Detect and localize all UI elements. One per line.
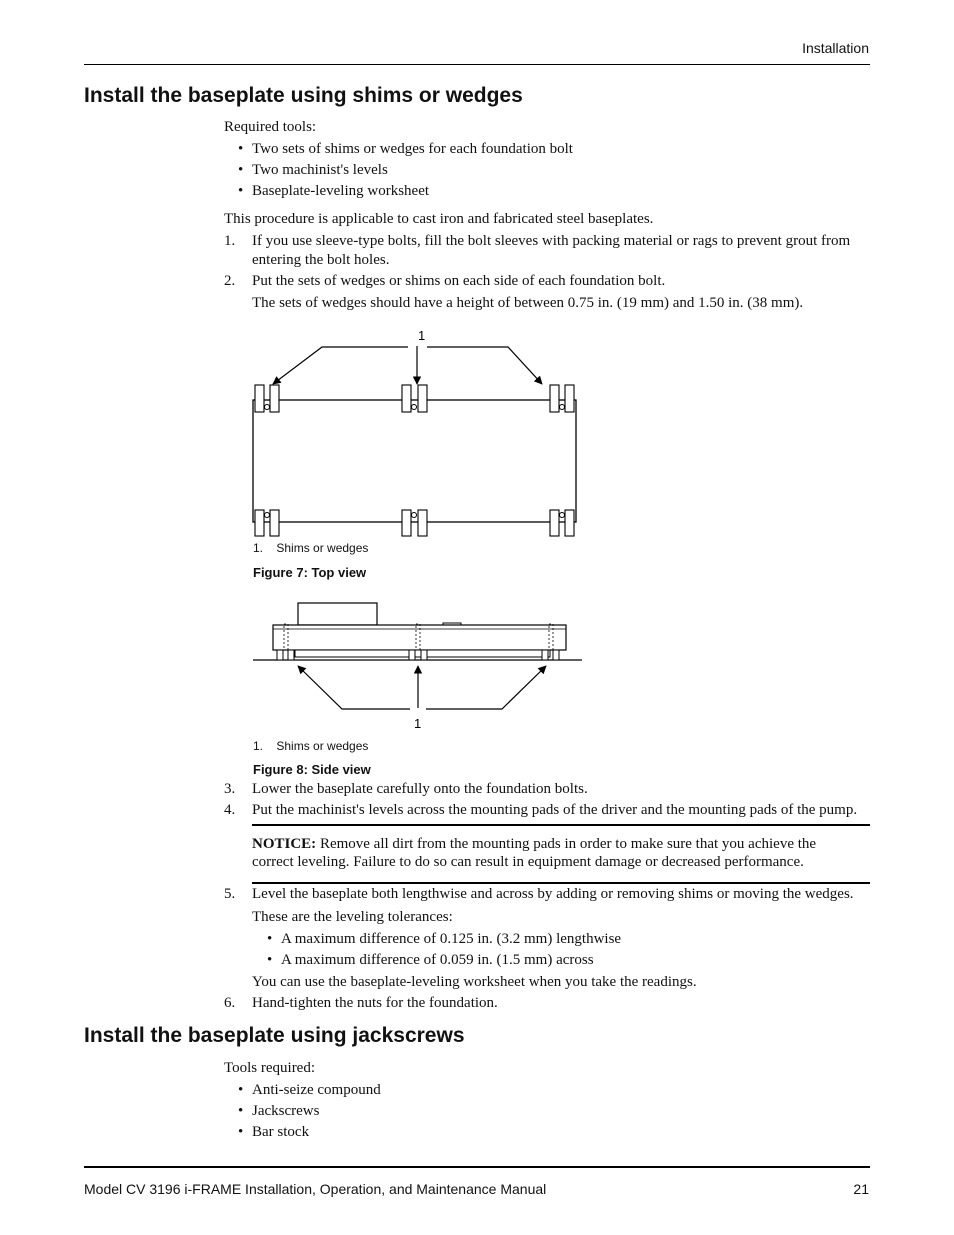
- step-4: 4. Put the machinist's levels across the mounting pads of the driver and the mounting pads of the pump.: [224, 802, 858, 818]
- callout-arrow-left: [298, 666, 410, 709]
- required-tools-label: Required tools:: [224, 119, 317, 135]
- intro-paragraph: This procedure is applicable to cast iron and fabricated steel baseplates.: [224, 211, 654, 227]
- tolerance-item: • A maximum difference of 0.059 in. (1.5 mm) across: [267, 952, 594, 968]
- tolerance-item: • A maximum difference of 0.125 in. (3.2 mm) lengthwise: [267, 931, 622, 947]
- header-rule: [84, 64, 870, 65]
- step-2: 2. Put the sets of wedges or shims on each side of each foundation bolt.: [224, 273, 666, 289]
- figure-8-legend: 1. Shims or wedges: [253, 739, 369, 753]
- step-1-continued: entering the bolt holes.: [252, 252, 390, 268]
- footer-manual-title: Model CV 3196 i-FRAME Installation, Operation, and Maintenance Manual: [84, 1181, 547, 1197]
- tool-item: • Bar stock: [238, 1124, 310, 1140]
- step-5: 5. Level the baseplate both lengthwise and across by adding or removing shims or moving the wedges.: [224, 886, 854, 902]
- tools-required-label: Tools required:: [224, 1060, 316, 1076]
- bullet-dot: •: [267, 952, 273, 968]
- step-2-detail: The sets of wedges should have a height of between 0.75 in. (19 mm) and 1.50 in. (38 mm).: [252, 295, 804, 311]
- figure-8-callout: 1: [414, 716, 422, 731]
- notice-label: NOTICE:: [252, 836, 317, 852]
- notice-line-2: correct leveling. Failure to do so can result in equipment damage or decreased performance.: [252, 854, 804, 870]
- tool-item: • Anti-seize compound: [238, 1082, 381, 1098]
- figure-7-callout: 1: [418, 328, 426, 343]
- bullet-dot: •: [267, 931, 273, 947]
- notice-bottom-rule: [252, 882, 870, 884]
- bullet-dot: •: [238, 1124, 244, 1140]
- driver-block: [298, 603, 377, 625]
- bullet-dot: •: [238, 1082, 244, 1098]
- step-6: 6. Hand-tighten the nuts for the foundation.: [224, 995, 498, 1011]
- section-title-jackscrews: Install the baseplate using jackscrews: [84, 1024, 465, 1047]
- notice-line-1: NOTICE: Remove all dirt from the mounting pads in order to make sure that you achieve the: [252, 836, 817, 852]
- figure-7-top-view: [240, 322, 600, 544]
- running-header: Installation: [802, 40, 869, 56]
- figure-8-title: Figure 8: Side view: [253, 762, 371, 777]
- figure-7-title: Figure 7: Top view: [253, 565, 367, 580]
- figure-8-side-view: [250, 600, 590, 735]
- tool-item: • Jackscrews: [238, 1103, 320, 1119]
- section-title-shims: Install the baseplate using shims or wedges: [84, 84, 523, 107]
- step-1: 1. If you use sleeve-type bolts, fill the bolt sleeves with packing material or rags to prevent grout from: [224, 233, 851, 249]
- callout-arrow-right: [427, 347, 542, 384]
- tolerances-intro: These are the leveling tolerances:: [252, 909, 453, 925]
- page-number: 21: [853, 1181, 869, 1197]
- tool-item: • Two machinist's levels: [238, 162, 388, 178]
- bullet-dot: •: [238, 183, 244, 199]
- callout-arrow-left: [273, 347, 408, 384]
- bullet-dot: •: [238, 162, 244, 178]
- tool-item: • Baseplate-leveling worksheet: [238, 183, 430, 199]
- step-3: 3. Lower the baseplate carefully onto the foundation bolts.: [224, 781, 588, 797]
- worksheet-note: You can use the baseplate-leveling worksheet when you take the readings.: [252, 974, 697, 990]
- figure-7-legend: 1. Shims or wedges: [253, 541, 369, 555]
- notice-top-rule: [252, 824, 870, 826]
- tool-item: • Two sets of shims or wedges for each foundation bolt: [238, 141, 573, 157]
- bullet-dot: •: [238, 1103, 244, 1119]
- callout-arrow-right: [426, 666, 546, 709]
- bullet-dot: •: [238, 141, 244, 157]
- baseplate-outline: [253, 400, 576, 522]
- footer-rule: [84, 1166, 870, 1168]
